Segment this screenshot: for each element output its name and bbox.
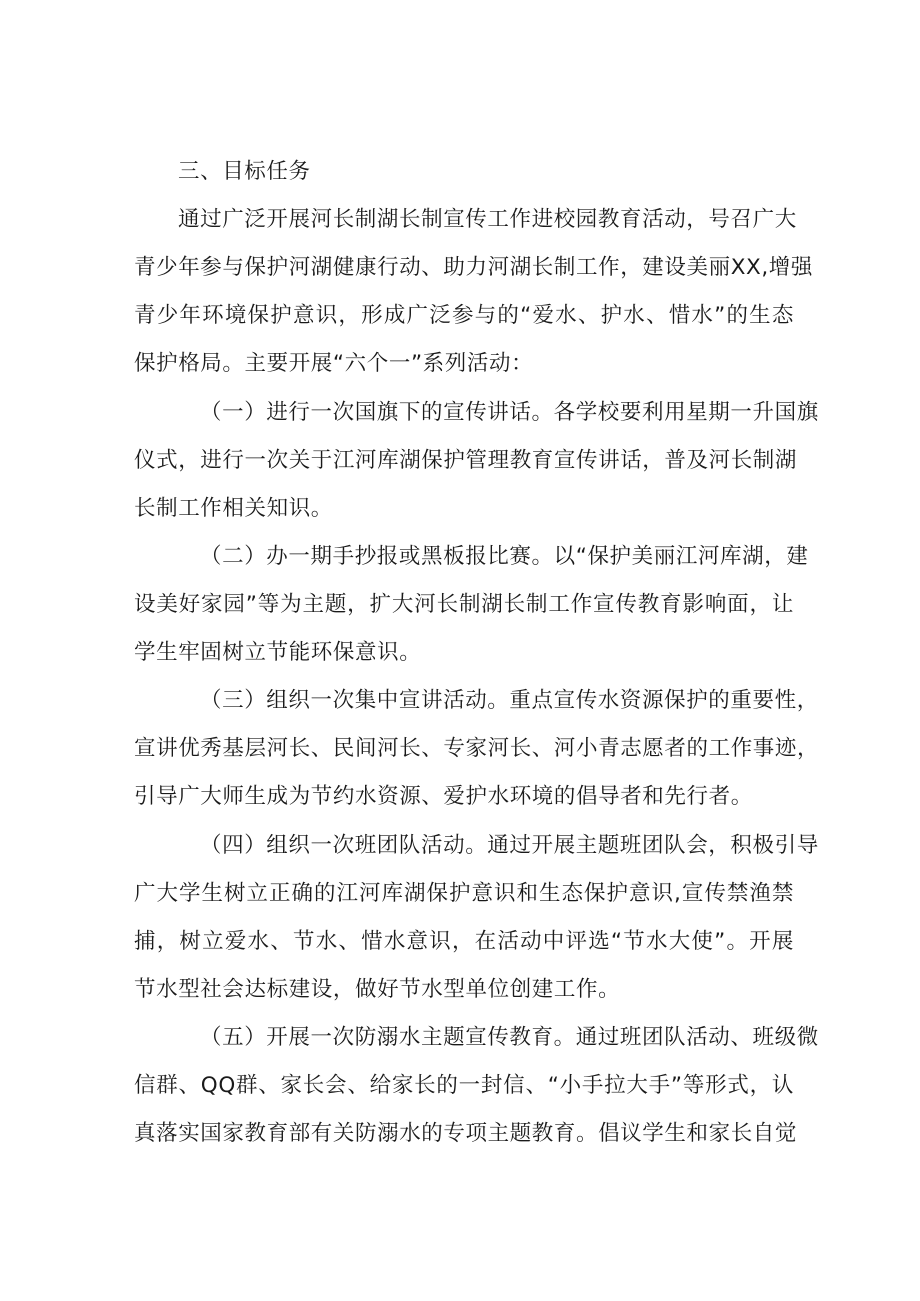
item-line: 仪式，进行一次关于江河库湖保护管理教育宣传讲话，普及河长制湖 [134,448,798,473]
item-line: 节水型社会达标建设，做好节水型单位创建工作。 [134,977,621,1002]
item-line: （五）开展一次防溺水主题宣传教育。通过班团队活动、班级微 [200,1025,819,1050]
intro-line: 保护格局。主要开展“六个一”系列活动： [134,351,534,376]
item-line: 捕，树立爱水、节水、惜水意识，在活动中评选“节水大使”。开展 [134,929,794,954]
intro-line: 青少年参与保护河湖健康行动、助力河湖长制工作，建设美丽XX,增强 [134,255,813,280]
item-line: 广大学生树立正确的江河库湖保护意识和生态保护意识,宣传禁渔禁 [134,881,794,906]
item-line: （二）办一期手抄报或黑板报比赛。以“保护美丽江河库湖，建 [200,544,809,569]
item-line: 设美好家园”等为主题，扩大河长制湖长制工作宣传教育影响面，让 [134,592,794,617]
item-line: 信群、QQ群、家长会、给家长的一封信、“小手拉大手”等形式，认 [134,1073,794,1098]
item-line: （四）组织一次班团队活动。通过开展主题班团队会，积极引导 [200,833,819,858]
item-line: 学生牢固树立节能环保意识。 [134,640,422,665]
intro-line: 通过广泛开展河长制湖长制宣传工作进校园教育活动，号召广大 [178,207,797,232]
item-line: 真落实国家教育部有关防溺水的专项主题教育。倡议学生和家长自觉 [134,1121,798,1146]
section-heading: 三、目标任务 [178,159,311,184]
item-line: （一）进行一次国旗下的宣传讲话。各学校要利用星期一升国旗 [200,400,819,425]
item-line: 宣讲优秀基层河长、民间河长、专家河长、河小青志愿者的工作事迹， [134,736,820,761]
intro-line: 青少年环境保护意识，形成广泛参与的“爱水、护水、惜水”的生态 [134,303,794,328]
item-line: （三）组织一次集中宣讲活动。重点宣传水资源保护的重要性， [200,688,819,713]
item-line: 长制工作相关知识。 [134,496,333,521]
item-line: 引导广大师生成为节约水资源、爱护水环境的倡导者和先行者。 [134,784,753,809]
